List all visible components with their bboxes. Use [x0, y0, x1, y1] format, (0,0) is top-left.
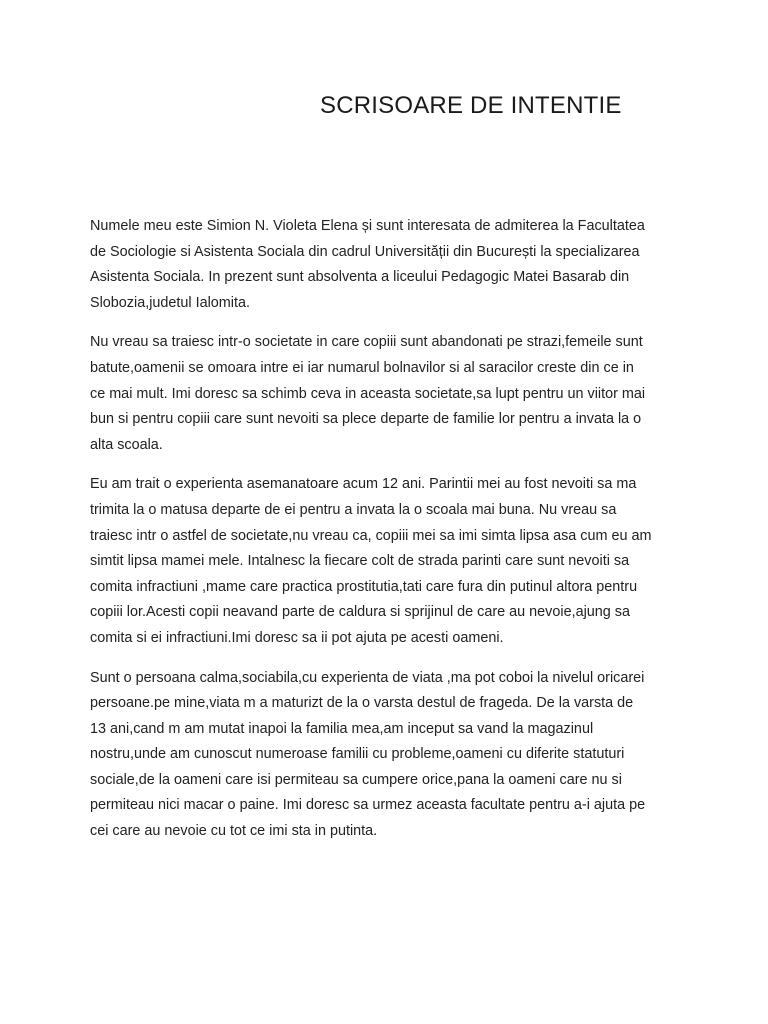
paragraph-line: alta scoala.: [90, 436, 163, 453]
paragraph-line: cei care au nevoie cu tot ce imi sta in putinta.: [90, 823, 378, 840]
paragraph-line: bun si pentru copiii care sunt nevoiti sa plece departe de familie lor pentru a invata la o: [90, 411, 642, 428]
paragraph-line: simtit lipsa mamei mele. Intalnesc la fiecare colt de strada parinti care sunt nevoiti sa: [90, 553, 630, 570]
paragraph-line: Slobozia,judetul Ialomita.: [90, 294, 250, 311]
paragraph-4: [90, 666, 690, 845]
paragraph-line: copiii lor.Acesti copii neavand parte de caldura si sprijinul de care au nevoie,ajung sa: [90, 604, 630, 621]
paragraph-line: Numele meu este Simion N. Violeta Elena și sunt interesata de admiterea la Facultatea: [90, 218, 645, 234]
paragraph-line: sociale,de la oameni care isi permiteau sa cumpere orice,pana la oameni care nu si: [90, 771, 622, 788]
paragraph-line: Asistenta Sociala. In prezent sunt absolventa a liceului Pedagogic Matei Basarab din: [90, 269, 630, 286]
paragraph-3: [90, 472, 690, 651]
paragraph-line: nostru,unde am cunoscut numeroase familii cu probleme,oameni cu diferite statuturi: [90, 746, 625, 763]
paragraph-line: 13 ani,cand m am mutat inapoi la familia mea,am inceput sa vand la magazinul: [90, 720, 594, 737]
paragraph-line: persoane.pe mine,viata m a maturizt de la o varsta destul de frageda. De la varsta de: [90, 695, 634, 712]
paragraph-line: Sunt o persoana calma,sociabila,cu experienta de viata ,ma pot coboi la nivelul oricarei: [90, 669, 645, 686]
paragraph-1: [90, 214, 690, 316]
paragraph-line: comita infractiuni ,mame care practica prostitutia,tati care fura din putinul altora pentru: [90, 578, 638, 595]
paragraph-line: comita si ei infractiuni.Imi doresc sa ii pot ajuta pe acesti oameni.: [90, 629, 504, 646]
paragraph-2: [90, 330, 690, 458]
paragraph-line: de Sociologie si Asistenta Sociala din cadrul Universității din București la specializarea: [90, 243, 640, 260]
paragraph-line: batute,oamenii se omoara intre ei iar numarul bolnavilor si al saracilor creste din ce in: [90, 359, 634, 376]
paragraph-line: traiesc intr o astfel de societate,nu vreau ca, copiii mei sa imi simta lipsa asa cum eu am: [90, 527, 652, 544]
paragraph-line: Eu am trait o experienta asemanatoare acum 12 ani. Parintii mei au fost nevoiti sa ma: [90, 476, 637, 493]
paragraph-line: permiteau nici macar o paine. Imi doresc sa urmez aceasta facultate pentru a-i ajuta pe: [90, 797, 646, 814]
paragraph-line: trimita la o matusa departe de ei pentru a invata la o scoala mai buna. Nu vreau sa: [90, 501, 617, 518]
paragraph-line: Nu vreau sa traiesc intr-o societate in care copiii sunt abandonati pe strazi,femeile sunt: [90, 334, 643, 351]
document-title: SCRISOARE DE INTENTIE: [320, 92, 622, 119]
document-body: [90, 214, 690, 859]
paragraph-line: ce mai mult. Imi doresc sa schimb ceva in aceasta societate,sa lupt pentru un viitor mai: [90, 385, 646, 402]
